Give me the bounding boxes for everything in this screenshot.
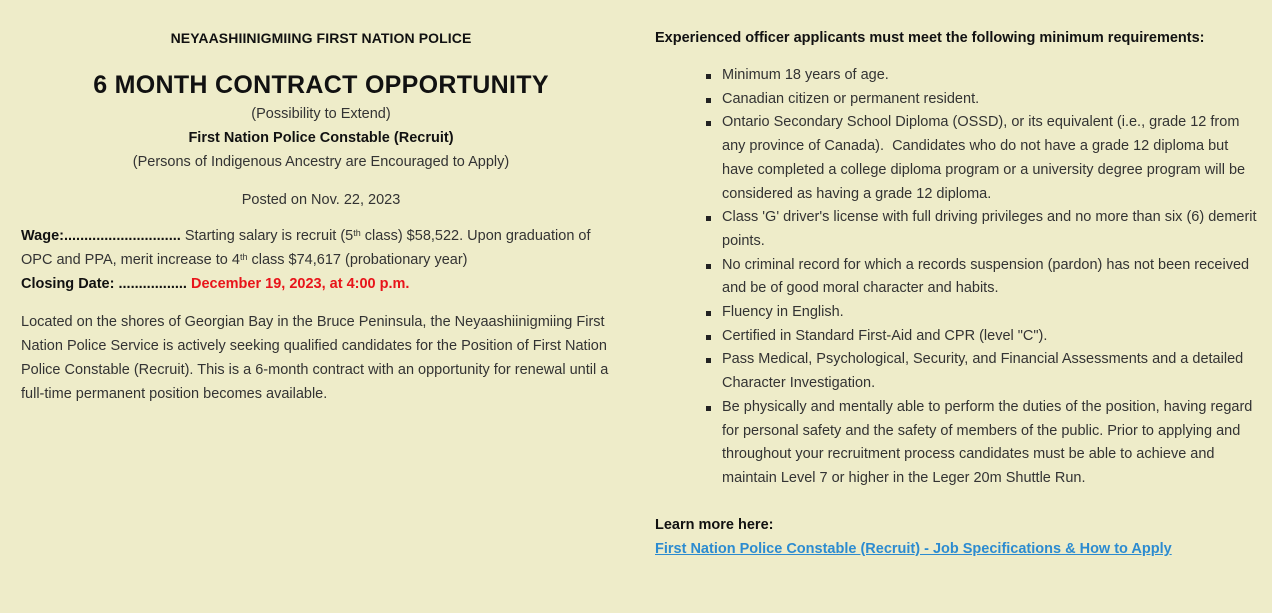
bullet-icon: [706, 216, 711, 221]
closing-date-info: [21, 272, 621, 296]
requirement-item: [722, 64, 1260, 88]
wage-text-2: class) $58,522. Upon graduation of OPC and PPA, merit increase to 4: [21, 228, 591, 268]
requirement-item: [722, 396, 1260, 491]
requirement-text: Certified in Standard First-Aid and CPR (level "C").: [722, 327, 1048, 344]
requirement-text: Minimum 18 years of age.: [722, 67, 889, 83]
learn-more-label: Learn more here:: [655, 516, 774, 533]
wage-text-3: class $74,617 (probationary year): [247, 252, 468, 268]
closing-date-label: Closing Date: .................: [21, 276, 187, 292]
requirement-text: Ontario Secondary School Diploma (OSSD), or its equivalent (i.e., grade 12 from any province of Canada). Candidates who do not have a grade 12 diploma but have completed a college diploma program or a university degree program will be considered as having a grade 12 diploma.: [722, 114, 1250, 202]
wage-and-closing: [21, 224, 621, 296]
closing-date-value: December 19, 2023, at 4:00 p.m.: [186, 276, 410, 292]
wage-info: [21, 224, 621, 272]
requirement-text: Be physically and mentally able to perform the duties of the position, having regard for personal safety and the safety of members of the public. Prior to applying and throughout your recruitment process candidates must be able to achieve and maintain Level 7 or higher in the Leger 20m Shuttle Run.: [722, 398, 1253, 486]
requirements-title: Experienced officer applicants must meet the following minimum requirements:: [655, 30, 1205, 46]
job-specifications-link[interactable]: First Nation Police Constable (Recruit) - Job Specifications & How to Apply: [655, 540, 1172, 557]
requirement-item: [722, 348, 1260, 395]
requirement-item: [722, 111, 1260, 206]
requirement-text: Class 'G' driver's license with full driving privileges and no more than six (6) demerit points.: [722, 209, 1257, 249]
requirement-text: No criminal record for which a records suspension (pardon) has not been received and be of good moral character and habits.: [722, 256, 1250, 297]
bullet-icon: [706, 358, 711, 363]
requirement-item: [722, 254, 1260, 301]
bullet-icon: [706, 98, 711, 103]
requirement-item: [722, 325, 1260, 349]
requirement-item: [722, 301, 1260, 325]
requirement-text: Pass Medical, Psychological, Security, and Financial Assessments and a detailed Character Investigation.: [722, 351, 1244, 392]
wage-text-1: Starting salary is recruit (5: [180, 228, 354, 244]
posted-date: Posted on Nov. 22, 2023: [241, 192, 401, 208]
requirement-text: Canadian citizen or permanent resident.: [722, 90, 980, 107]
wage-label: Wage:.............................: [21, 228, 181, 244]
bullet-icon: [706, 74, 711, 79]
page-headline: 6 MONTH CONTRACT OPPORTUNITY: [93, 71, 549, 99]
organization-name: NEYAASHIINIGMIING FIRST NATION POLICE: [170, 30, 472, 46]
encouragement-note: (Persons of Indigenous Ancestry are Encouraged to Apply): [132, 154, 510, 170]
requirement-text: Fluency in English.: [722, 304, 844, 321]
subtitle: (Possibility to Extend): [251, 106, 391, 122]
requirement-item: [722, 88, 1260, 112]
requirements-list: [655, 64, 1260, 491]
job-posting-summary: [21, 28, 621, 406]
bullet-icon: [706, 406, 711, 411]
bullet-icon: [706, 264, 711, 269]
requirements-section: [655, 28, 1260, 561]
position-title: First Nation Police Constable (Recruit): [188, 130, 454, 146]
bullet-icon: [706, 121, 711, 126]
requirement-item: [722, 206, 1260, 253]
wage-sup-1: th: [353, 228, 361, 238]
job-description: Located on the shores of Georgian Bay in the Bruce Peninsula, the Neyaashiinigmiing First Nation Police Service is actively seeking qualified candidates for the Position of First Nation Police Constable (Recruit). This is a 6-month contract with an opportunity for renewal until a full-time permanent position becomes available.: [21, 314, 609, 402]
wage-sup-2: th: [239, 252, 248, 262]
bullet-icon: [706, 335, 711, 340]
bullet-icon: [706, 311, 711, 316]
